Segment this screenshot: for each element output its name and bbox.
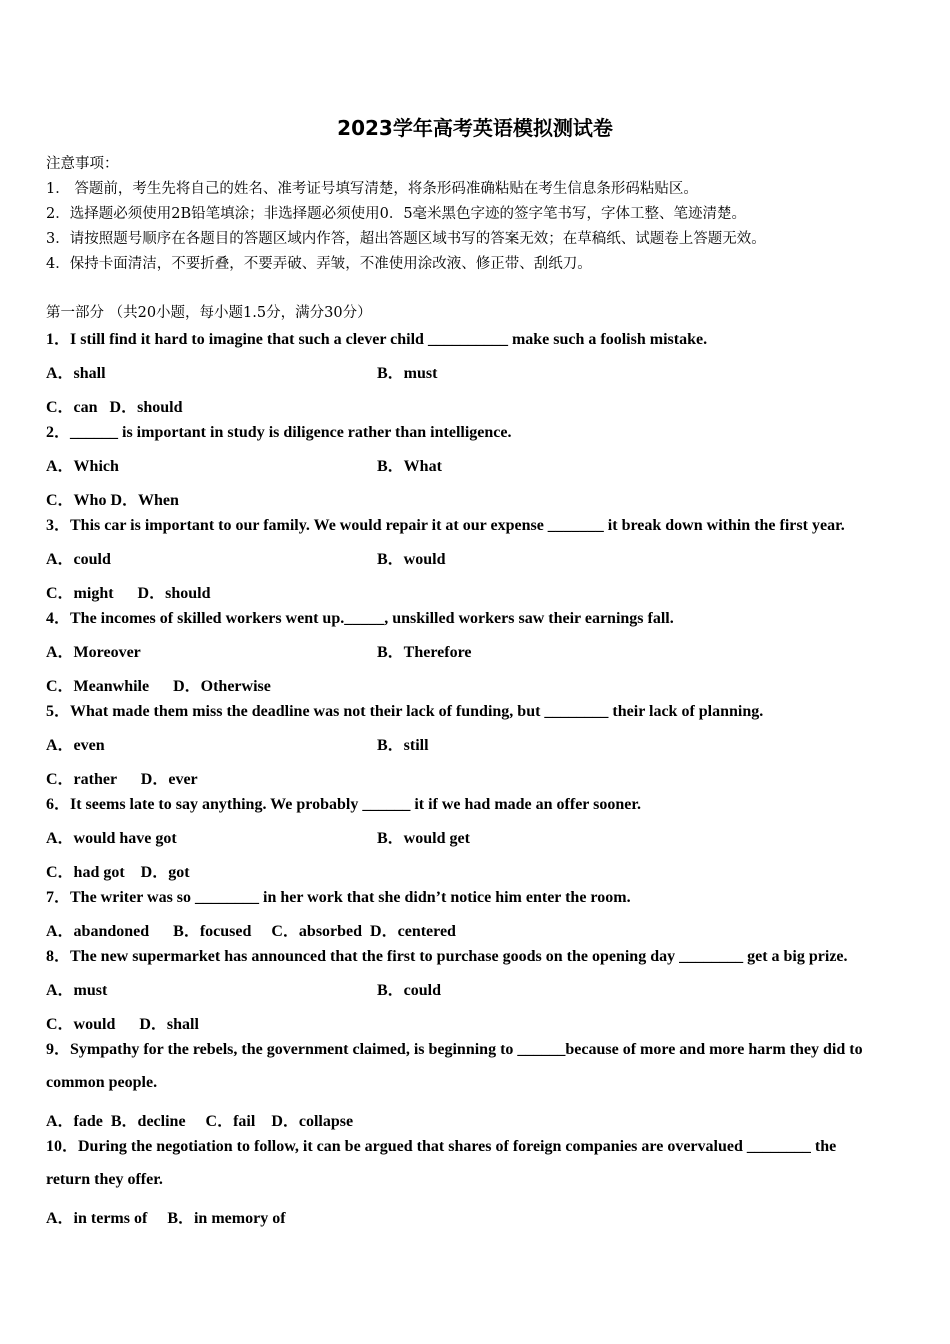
options-line: A．abandoned B．focused C．absorbed D．centered [46, 923, 456, 940]
option-b: B．What [377, 458, 442, 475]
option-a: A．could [46, 551, 111, 568]
option-c-d: C．might D．should [46, 585, 211, 602]
question-stem: 2．______ is important in study is diligence rather than intelligence. [46, 424, 512, 441]
option-b: B．would [377, 551, 446, 568]
notice-item: 4．保持卡面清洁，不要折叠，不要弄破、弄皱，不准使用涂改液、修正带、刮纸刀。 [46, 256, 592, 272]
question-stem: 5．What made them miss the deadline was not their lack of funding, but ________ their lack of planning. [46, 703, 764, 720]
question-stem-continued: return they offer. [46, 1171, 163, 1188]
options-line: A．fade B．decline C．fail D．collapse [46, 1113, 354, 1130]
option-a: A．Which [46, 458, 119, 475]
option-c-d: C．Who D．When [46, 492, 179, 509]
question-stem: 9．Sympathy for the rebels, the government claimed, is beginning to ______because of more and more harm they did to [46, 1041, 863, 1058]
page-title: 2023学年高考英语模拟测试卷 [337, 116, 613, 140]
notice-item: 1． 答题前，考生先将自己的姓名、准考证号填写清楚，将条形码准确粘贴在考生信息条形码粘贴区。 [46, 181, 698, 197]
option-c-d: C．had got D．got [46, 864, 190, 881]
option-a: A．must [46, 982, 108, 999]
option-c-d: C．Meanwhile D．Otherwise [46, 678, 271, 695]
question-stem: 6．It seems late to say anything. We probably ______ it if we had made an offer sooner. [46, 796, 641, 813]
options-line: A．in terms of B．in memory of [46, 1210, 286, 1227]
option-b: B．would get [377, 830, 470, 847]
option-b: B．still [377, 737, 429, 754]
notice-item: 2．选择题必须使用2B铅笔填涂；非选择题必须使用0．5毫米黑色字迹的签字笔书写，字体工整、笔迹清楚。 [46, 206, 747, 222]
question-stem-continued: common people. [46, 1074, 158, 1091]
option-b: B．must [377, 365, 438, 382]
option-a: A．would have got [46, 830, 177, 847]
option-a: A．shall [46, 365, 106, 382]
option-c-d: C．would D．shall [46, 1016, 199, 1033]
option-a: A．even [46, 737, 105, 754]
question-stem: 7．The writer was so ________ in her work that she didn’t notice him enter the room. [46, 889, 631, 906]
option-a: A．Moreover [46, 644, 141, 661]
question-stem: 4．The incomes of skilled workers went up._____, unskilled workers saw their earnings fall. [46, 610, 674, 627]
question-stem: 10．During the negotiation to follow, it can be argued that shares of foreign companies are overvalued ________ the [46, 1138, 837, 1155]
option-c-d: C．can D．should [46, 399, 183, 416]
notice-heading: 注意事项： [46, 156, 119, 172]
option-b: B．could [377, 982, 442, 999]
question-stem: 3．This car is important to our family. We would repair it at our expense _______ it break down within the first year. [46, 517, 845, 534]
notice-item: 3．请按照题号顺序在各题目的答题区域内作答，超出答题区域书写的答案无效；在草稿纸、试题卷上答题无效。 [46, 231, 766, 247]
section-heading: 第一部分 （共20小题，每小题1.5分，满分30分） [46, 305, 372, 321]
question-stem: 1．I still find it hard to imagine that such a clever child __________ make such a foolish mistake. [46, 331, 708, 348]
option-c-d: C．rather D．ever [46, 771, 198, 788]
option-b: B．Therefore [377, 644, 472, 661]
question-stem: 8．The new supermarket has announced that the first to purchase goods on the opening day ________ get a big prize. [46, 948, 848, 965]
